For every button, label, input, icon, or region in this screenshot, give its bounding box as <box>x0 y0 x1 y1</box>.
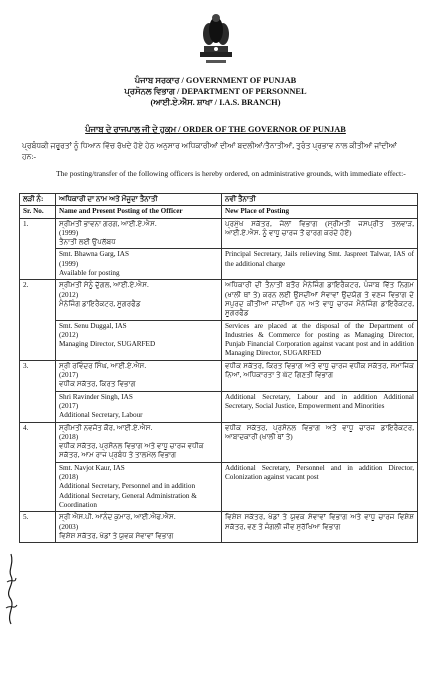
handwritten-initials-signature <box>2 548 20 628</box>
officer-name-en: Smt. Senu Duggal, IAS (2012) Managing Director, SUGARFED <box>56 320 222 360</box>
new-post-en: Services are placed at the disposal of the Department of Industries & Commerce for posting as Managing Director, Punjab Financial Corporation against vacant post and in addition Managing Director, SUGARFED <box>222 320 418 360</box>
table-row <box>20 249 418 280</box>
officer-name-pa: ਸ੍ਰੀਮਤੀ ਨਵਜੋਤ ਕੌਰ, ਆਈ.ਏ.ਐਸ. (2018) ਵਧੀਕ ਸਕੱਤਰ, ਪ੍ਰਸੋਨਲ ਵਿਭਾਗ ਅਤੇ ਵਾਧੂ ਚਾਰਜ ਵਧੀਕ ਸਕੱਤਰ, ਆਮ ਰਾਜ ਪ੍ਰਬੰਧ ਤੇ ਤਾਲਮੇਲ ਵਿਭਾਗ <box>56 422 222 462</box>
header-post-en: New Place of Posting <box>222 206 418 218</box>
table-row <box>20 320 418 360</box>
state-emblem-icon <box>196 6 236 68</box>
table-row <box>20 422 418 462</box>
new-post-pa: ਵਧੀਕ ਸਕੱਤਰ, ਪ੍ਰਸੋਨਲ ਵਿਭਾਗ ਅਤੇ ਵਾਧੂ ਚਾਰਜ ਡਾਇਰੈਕਟਰ, ਆਬਾਦਕਾਰੀ (ਖਾਲੀ ਥਾਂ ਤੇ) <box>222 422 418 462</box>
header-post-pa: ਨਵੀਂ ਤੈਨਾਤੀ <box>222 194 418 206</box>
officer-name-en: Smt. Bhawna Garg, IAS (1999) Available for posting <box>56 249 222 280</box>
officer-name-pa: ਸ੍ਰੀਮਤੀ ਭਾਵਨਾ ਗਰਗ, ਆਈ.ਏ.ਐਸ. (1999) ਤੈਨਾਤੀ ਲਈ ਉਪਲੱਬਧ <box>56 218 222 249</box>
table-row <box>20 280 418 320</box>
new-post-en: Principal Secretary, Jails relieving Smt. Jaspreet Talwar, IAS of the additional charge <box>222 249 418 280</box>
header-sr-pa: ਲੜੀ ਨੰ: <box>20 194 56 206</box>
officer-name-en: Shri Ravinder Singh, IAS (2017) Additional Secretary, Labour <box>56 391 222 422</box>
officer-name-pa: ਸ੍ਰੀ ਰਵਿੰਦਰ ਸਿੰਘ, ਆਈ.ਏ.ਐਸ. (2017) ਵਧੀਕ ਸਕੱਤਰ, ਕਿਰਤ ਵਿਭਾਗ <box>56 360 222 391</box>
header-department: ਪ੍ਰਸੋਨਲ ਵਿਭਾਗ / DEPARTMENT OF PERSONNEL <box>124 87 307 96</box>
officer-name-en: Smt. Navjot Kaur, IAS (2018) Additional Secretary, Personnel and in addition Additional Secretary, General Administration & Coordination <box>56 462 222 511</box>
order-title: ਪੰਜਾਬ ਦੇ ਰਾਜਪਾਲ ਜੀ ਦੇ ਹੁਕਮ / ORDER OF THE GOVERNOR OF PUNJAB <box>85 125 346 134</box>
officer-name-pa: ਸ੍ਰੀ ਐਸ.ਪੀ. ਆਨੰਦ ਕੁਮਾਰ, ਆਈ.ਐਫ.ਐਸ. (2003) ਵਿਸ਼ੇਸ਼ ਸਕੱਤਰ, ਖੇਡਾਂ ਤੇ ਯੁਵਕ ਸੇਵਾਵਾਂ ਵਿਭਾਗ <box>56 512 222 543</box>
new-post-pa: ਪ੍ਰਮੁੱਖ ਸਕੱਤਰ, ਜੇਲਾਂ ਵਿਭਾਗ (ਸ੍ਰੀਮਤੀ ਜਸਪ੍ਰੀਤ ਤਲਵਾੜ, ਆਈ.ਏ.ਐਸ. ਨੂੰ ਵਾਧੂ ਚਾਰਜ ਤੋਂ ਫਾਰਗ ਕਰਦੇ ਹੋਏ) <box>222 218 418 249</box>
sr-no: 5. <box>20 512 56 543</box>
intro-punjabi: ਪ੍ਰਬੰਧਕੀ ਜਰੂਰਤਾਂ ਨੂੰ ਧਿਆਨ ਵਿੱਚ ਰੱਖਦੇ ਹੋਏ ਹੇਠ ਅਨੁਸਾਰ ਅਧਿਕਾਰੀਆਂ ਦੀਆਂ ਬਦਲੀਆਂ/ਤੈਨਾਤੀਆਂ, ਤੁਰੰਤ ਪ੍ਰਭਾਵ ਨਾਲ ਕੀਤੀਆਂ ਜਾਂਦੀਆਂ ਹਨ:- <box>22 141 397 161</box>
header-branch: (ਆਈ.ਏ.ਐਸ. ਸ਼ਾਖਾ / I.A.S. BRANCH) <box>150 98 281 107</box>
officer-name-pa: ਸ੍ਰੀਮਤੀ ਸੇਨੂੰ ਦੁੱਗਲ, ਆਈ.ਏ.ਐਸ. (2012) ਮੈਨੇਜਿੰਗ ਡਾਇਰੈਕਟਰ, ਸੂਗਰਫੈਡ <box>56 280 222 320</box>
intro-english: The posting/transfer of the following officers is hereby ordered, on administrative grounds, with immediate effect:- <box>56 169 406 178</box>
postings-table <box>19 193 418 543</box>
table-row <box>20 512 418 543</box>
table-row <box>20 462 418 511</box>
table-header-row-punjabi <box>20 194 418 206</box>
new-post-en: Additional Secretary, Personnel and in addition Director, Colonization against vacant post <box>222 462 418 511</box>
table-row <box>20 218 418 249</box>
header-name-pa: ਅਧਿਕਾਰੀ ਦਾ ਨਾਮ ਅਤੇ ਮੌਜੂਦਾ ਤੈਨਾਤੀ <box>56 194 222 206</box>
table-row <box>20 391 418 422</box>
new-post-pa: ਵਿਸ਼ੇਸ਼ ਸਕੱਤਰ, ਖੇਡਾਂ ਤੇ ਯੁਵਕ ਸੇਵਾਵਾਂ ਵਿਭਾਗ ਅਤੇ ਵਾਧੂ ਚਾਰਜ ਵਿਸ਼ੇਸ਼ ਸਕੱਤਰ, ਵਣ ਤੇ ਜੰਗਲੀ ਜੀਵ ਸੁਰੱਖਿਆ ਵਿਭਾਗ <box>222 512 418 543</box>
sr-no: 3. <box>20 360 56 422</box>
table-row <box>20 360 418 391</box>
table-header-row-english <box>20 206 418 218</box>
new-post-pa: ਅਧਿਕਾਰੀ ਦੀ ਤੈਨਾਤੀ ਬਤੌਰ ਮੈਨੇਜਿੰਗ ਡਾਇਰੈਕਟਰ, ਪੰਜਾਬ ਵਿੱਤ ਨਿਗਮ (ਖਾਲੀ ਥਾਂ ਤੇ) ਕਰਨ ਲਈ ਉਸਦੀਆਂ ਸੇਵਾਵਾਂ ਉਦਯੋਗ ਤੇ ਵਣਜ ਵਿਭਾਗ ਦੇ ਸਪੁਰਦ ਕੀਤੀਆਂ ਜਾਂਦੀਆਂ ਹਨ ਅਤੇ ਵਾਧੂ ਚਾਰਜ ਮੈਨੇਜਿੰਗ ਡਾਇਰੈਕਟਰ, ਸੂਗਰਫੈਡ <box>222 280 418 320</box>
header-government: ਪੰਜਾਬ ਸਰਕਾਰ / GOVERNMENT OF PUNJAB <box>134 76 297 85</box>
sr-no: 1. <box>20 218 56 280</box>
sr-no: 2. <box>20 280 56 360</box>
new-post-en: Additional Secretary, Labour and in addition Additional Secretary, Social Justice, Empowerment and Minorities <box>222 391 418 422</box>
new-post-pa: ਵਧੀਕ ਸਕੱਤਰ, ਕਿਰਤ ਵਿਭਾਗ ਅਤੇ ਵਾਧੂ ਚਾਰਜ ਵਧੀਕ ਸਕੱਤਰ, ਸਮਾਜਿਕ ਨਿਆਂ, ਅਧਿਕਾਰਤਾ ਤੇ ਘੱਟ ਗਿਣਤੀ ਵਿਭਾਗ <box>222 360 418 391</box>
sr-no: 4. <box>20 422 56 512</box>
header-name-en: Name and Present Posting of the Officer <box>56 206 222 218</box>
header-sr-en: Sr. No. <box>20 206 56 218</box>
